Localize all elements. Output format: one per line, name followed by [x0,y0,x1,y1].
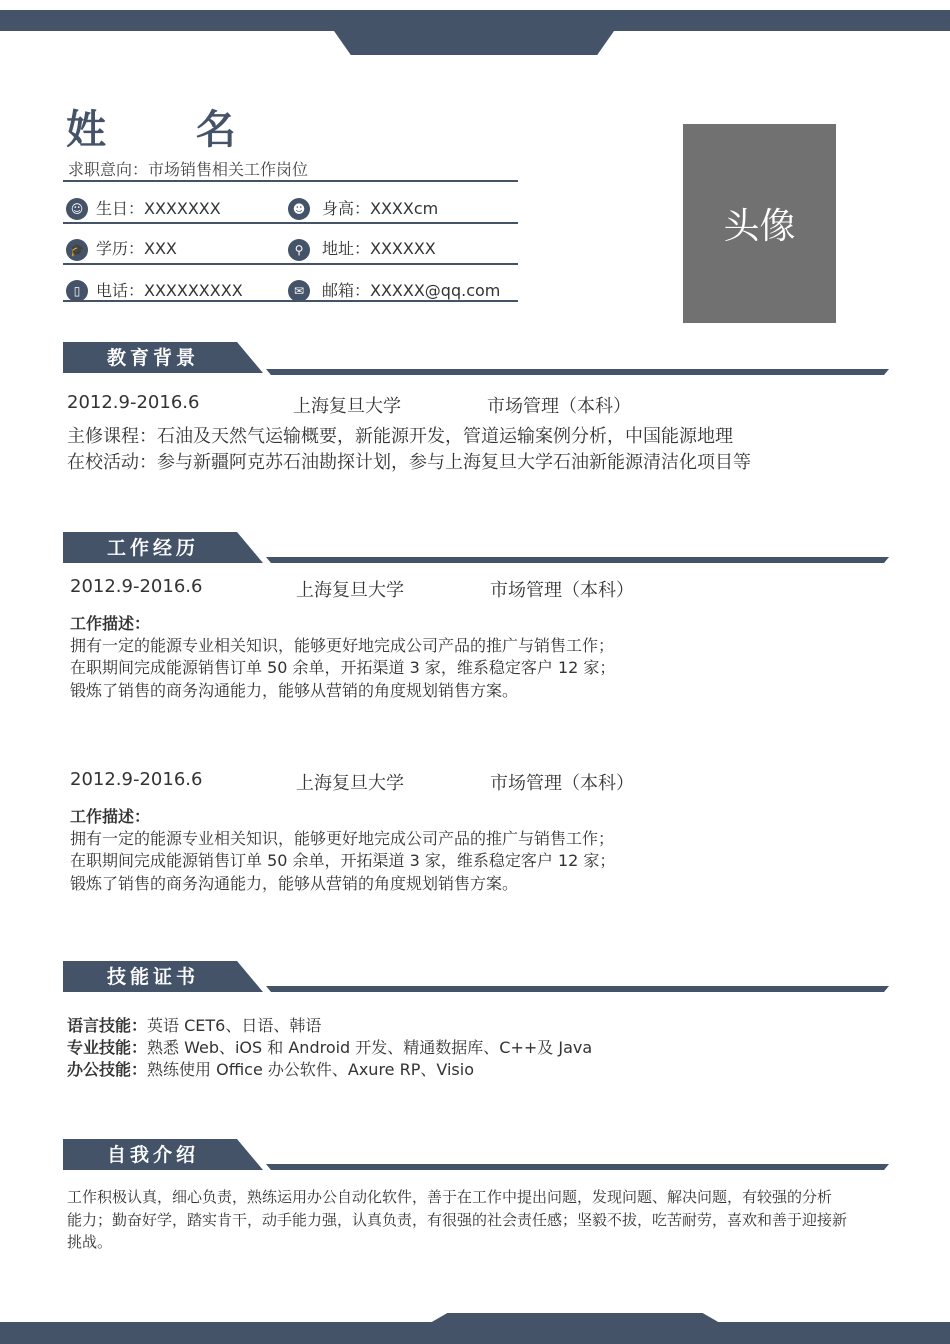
edu-school: 上海复旦大学 [293,396,401,417]
person-icon: ☺ [66,198,88,220]
bottom-decor-bar [0,1322,950,1344]
divider [63,180,518,182]
divider [63,222,518,224]
email-text: 邮箱：XXXXX@qq.com [322,281,501,300]
divider [63,263,518,265]
section-rule [266,1164,889,1170]
job-intention: 求职意向：市场销售相关工作岗位 [68,160,309,179]
work-date: 2012.9-2016.6 [70,576,203,597]
birthday-text: 生日：XXXXXXX [96,199,221,218]
location-pin-icon: ⚲ [288,239,310,261]
work-role: 市场管理（本科） [490,773,634,794]
edu-date: 2012.9-2016.6 [67,392,200,413]
edu-activities: 在校活动：参与新疆阿克苏石油勘探计划，参与上海复旦大学石油新能源清洁化项目等 [67,452,751,473]
top-decor-bar [0,10,950,31]
work-desc-line: 拥有一定的能源专业相关知识，能够更好地完成公司产品的推广与销售工作； [70,636,615,655]
work-desc-line: 拥有一定的能源专业相关知识，能够更好地完成公司产品的推广与销售工作； [70,829,615,848]
candidate-name: 姓 名 [66,107,274,153]
section-title-skills: 技能证书 [106,966,199,988]
about-line: 挑战。 [67,1233,113,1251]
work-role: 市场管理（本科） [490,580,634,601]
section-title-about: 自我介绍 [106,1144,199,1166]
skill-label: 语言技能： [67,1016,148,1035]
work-desc-line: 在职期间完成能源销售订单 50 余单，开拓渠道 3 家，维系稳定客户 12 家； [70,851,616,870]
user-icon: ☻ [288,198,310,220]
work-desc-label: 工作描述： [70,614,151,633]
work-company: 上海复旦大学 [296,773,404,794]
photo-label: 头像 [723,206,796,247]
work-desc-line: 在职期间完成能源销售订单 50 余单，开拓渠道 3 家，维系稳定客户 12 家； [70,658,616,677]
work-date: 2012.9-2016.6 [70,769,203,790]
mail-icon: ✉ [288,280,310,302]
phone-icon: ▯ [66,280,88,302]
section-rule [266,369,889,375]
section-rule [266,557,889,563]
skill-row [67,1059,474,1082]
skill-value: 英语 CET6、日语、韩语 [147,1016,322,1035]
graduation-cap-icon: 🎓 [66,239,88,261]
photo-placeholder [683,124,836,323]
education-text: 学历：XXX [96,239,177,258]
work-company: 上海复旦大学 [296,580,404,601]
skill-row [67,1037,592,1060]
edu-courses: 主修课程：石油及天然气运输概要，新能源开发，管道运输案例分析，中国能源地理 [67,426,733,447]
section-rule [266,986,889,992]
top-decor-notch [334,31,614,55]
section-title-work: 工作经历 [106,537,199,559]
work-desc-line: 锻炼了销售的商务沟通能力，能够从营销的角度规划销售方案。 [70,874,519,893]
section-title-education: 教育背景 [106,347,199,369]
height-text: 身高：XXXXcm [322,199,439,218]
work-desc-label: 工作描述： [70,807,151,826]
skill-label: 办公技能： [67,1060,148,1079]
work-desc-line: 锻炼了销售的商务沟通能力，能够从营销的角度规划销售方案。 [70,681,519,700]
about-line: 能力；勤奋好学，踏实肯干，动手能力强，认真负责，有很强的社会责任感；坚毅不拔，吃苦耐劳，喜欢和善于迎接新 [67,1211,848,1229]
edu-major: 市场管理（本科） [487,396,631,417]
divider [63,300,518,302]
skill-value: 熟练使用 Office 办公软件、Axure RP、Visio [147,1060,474,1079]
about-line: 工作积极认真，细心负责，熟练运用办公自动化软件，善于在工作中提出问题，发现问题、解决问题，有较强的分析 [67,1188,833,1206]
skill-value: 熟悉 Web、iOS 和 Android 开发、精通数据库、C++及 Java [147,1038,593,1057]
skill-label: 专业技能： [67,1038,148,1057]
skill-row [67,1015,321,1038]
phone-text: 电话：XXXXXXXXX [96,281,243,300]
address-text: 地址：XXXXXX [322,239,436,258]
